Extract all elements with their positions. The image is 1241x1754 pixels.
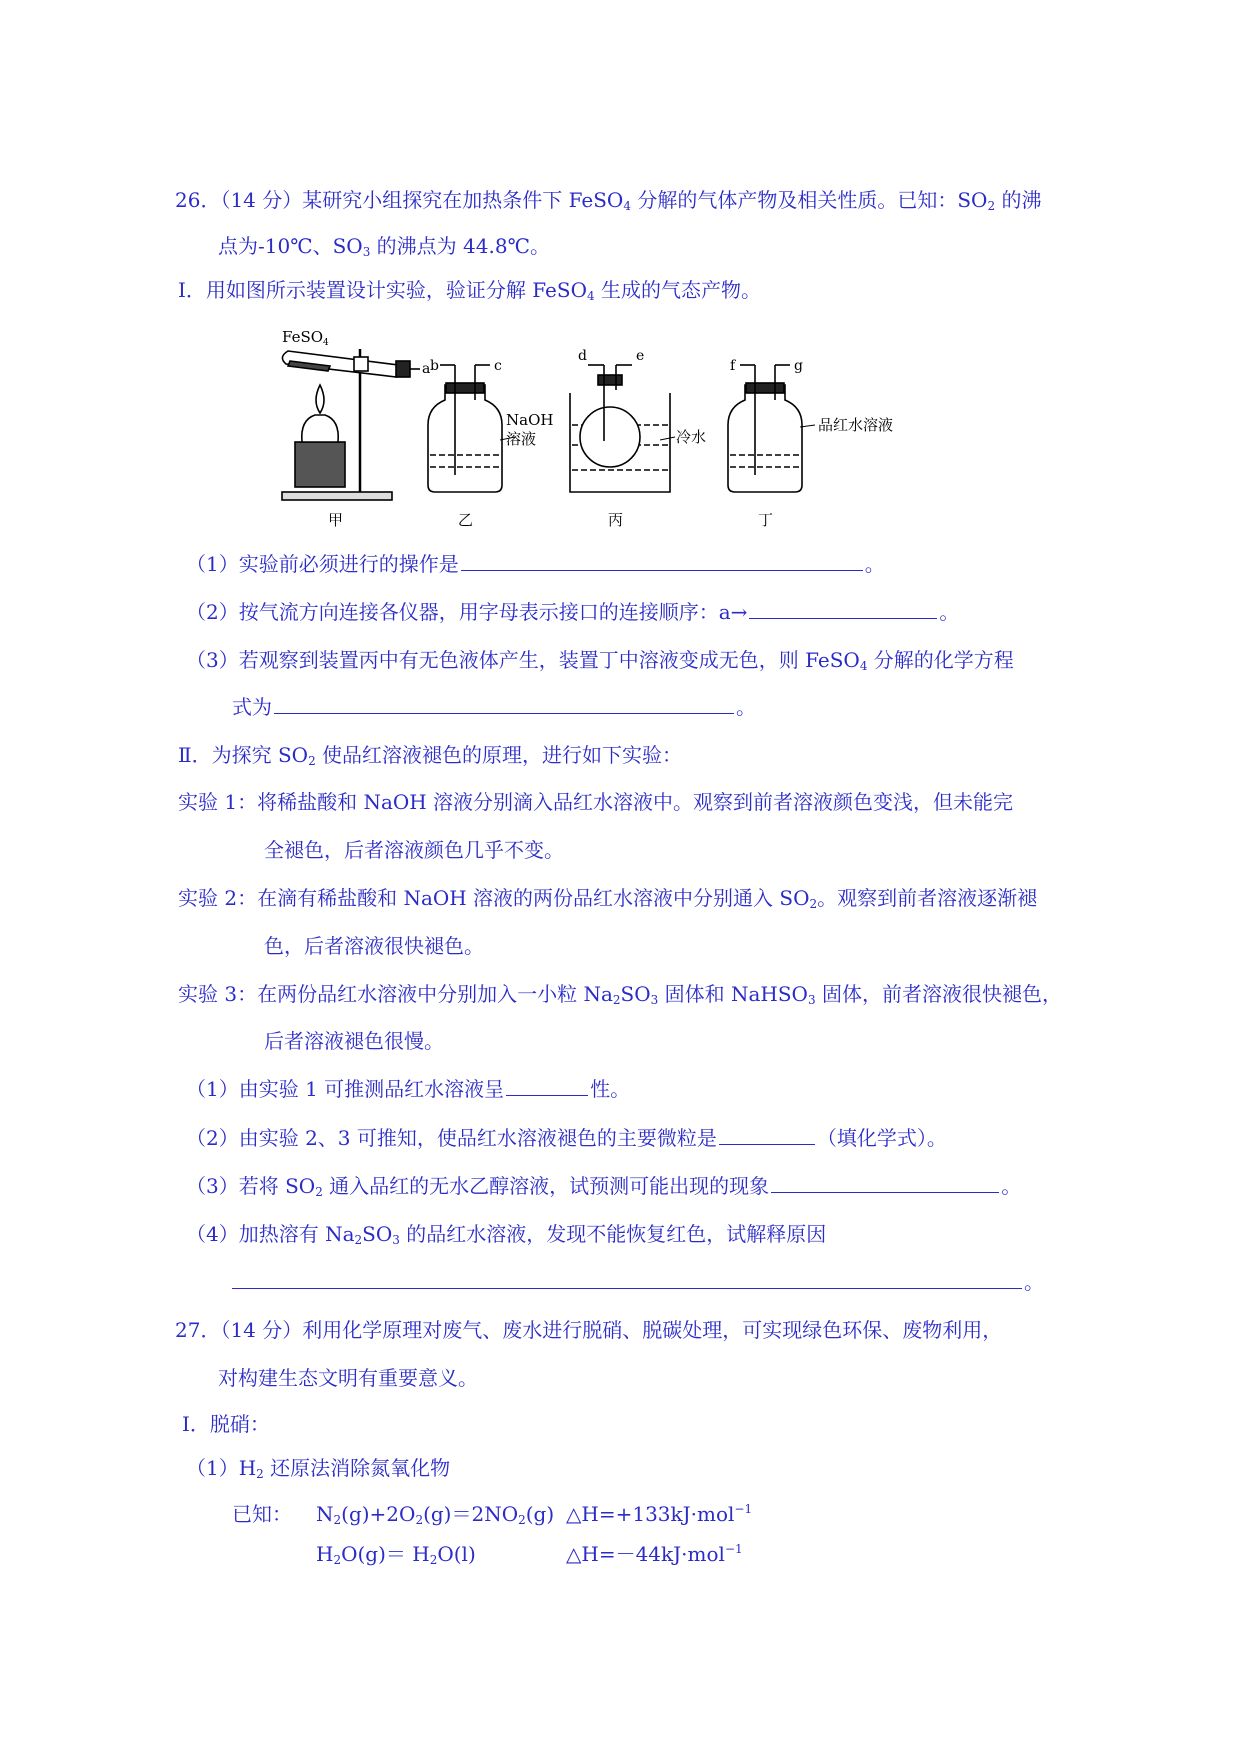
exp1-line1: 实验 1：将稀盐酸和 NaOH 溶液分别滴入品红水溶液中。观察到前者溶液颜色变浅，但未能完 [178, 790, 1014, 814]
p2-q3: （3）若将 $SO_2$ 通入品红的无水乙醇溶液，试预测可能出现的现象 。 [186, 1174, 1022, 1199]
flame [316, 385, 324, 413]
q26-q3-line1: （3）若观察到装置丙中有无色液体产生，装置丁中溶液变成无色，则 FeSO$_4$ 分解的化学方程 [186, 648, 1014, 673]
q27-equation-2: $H_2O(g)= H_2O(l)$ [316, 1542, 476, 1567]
q26-q2: （2）按气流方向连接各仪器，用字母表示接口的连接顺序：a→ 。 [186, 600, 960, 624]
exp3-line1: 实验 3：在两份品红水溶液中分别加入一小粒 $Na_2SO_3$ 固体和 NaHSO$_3$ 固体，前者溶液很快褪色， [178, 982, 1062, 1007]
port-a-label: a [422, 361, 431, 377]
port-d-label: d [578, 348, 587, 364]
stopper-a [396, 361, 410, 377]
port-e-label: e [636, 348, 645, 364]
q27-part1-heading: Ⅰ．脱硝： [182, 1412, 270, 1436]
naoh-label: NaOH [506, 411, 554, 429]
answer-blank-p2-3[interactable] [771, 1172, 999, 1193]
bottle-yi [428, 365, 502, 492]
answer-blank-p2-1[interactable] [506, 1075, 588, 1096]
exp3-line2: 后者溶液褪色很慢。 [264, 1029, 444, 1053]
q27-dh-1: △H=+133kJ·mol$^{-1}$ [566, 1502, 753, 1526]
alcohol-lamp [302, 415, 338, 442]
caption-jia: 甲 [328, 511, 344, 529]
q26-part2-heading: Ⅱ．为探究 $SO_2$ 使品红溶液褪色的原理，进行如下实验： [178, 743, 683, 768]
port-f-label: f [730, 358, 736, 374]
answer-blank-q26-2[interactable] [749, 598, 937, 619]
q26-q3-line2: 式为 。 [232, 695, 756, 719]
q27-line1: 27．（14 分）利用化学原理对废气、废水进行脱硝、脱碳处理，可实现绿色环保、废物利用， [175, 1318, 1003, 1342]
cold-water-label: 冷水 [676, 428, 707, 446]
p2-q1: （1）由实验 1 可推测品红水溶液呈 性。 [186, 1077, 631, 1101]
solution-label: 溶液 [506, 430, 537, 448]
port-b-label: b [430, 358, 439, 374]
answer-blank-p2-4[interactable] [232, 1268, 1022, 1289]
q27-q1: $(1)H_2$ 还原法消除氮氧化物 [186, 1456, 451, 1481]
port-g-label: g [794, 358, 803, 374]
q27-equation-1: $N_2(g)+2O_2(g)=2NO_2(g)$ [316, 1502, 555, 1527]
apparatus-figure [270, 328, 970, 535]
answer-blank-q26-1[interactable] [461, 550, 863, 571]
q26-part1-heading: Ⅰ．用如图所示装置设计实验，验证分解 FeSO$_4$ 生成的气态产物。 [178, 278, 761, 303]
q26-q1: （1）实验前必须进行的操作是 。 [186, 552, 885, 576]
pinhong-solution-label: 品红水溶液 [818, 416, 894, 434]
answer-blank-q26-3[interactable] [274, 693, 734, 714]
caption-yi: 乙 [458, 511, 474, 529]
exp2-line2: 色，后者溶液很快褪色。 [264, 934, 484, 958]
p2-q4: （4）加热溶有 $Na_2SO_3$ 的品红水溶液，发现不能恢复红色，试解释原因 [186, 1222, 827, 1247]
stand-base [282, 492, 392, 500]
heating-block [295, 442, 345, 487]
q27-known-label: 已知： [232, 1502, 292, 1526]
q26-line2: 点为-10℃、$SO_3$ 的沸点为 44.8℃。 [218, 234, 550, 259]
answer-blank-p2-2[interactable] [719, 1124, 815, 1145]
clamp [354, 357, 368, 371]
feso4-label: FeSO$_4$ [282, 328, 329, 348]
q27-line2: 对构建生态文明有重要意义。 [218, 1366, 478, 1390]
q26-line1: 26．（14 分）某研究小组探究在加热条件下 FeSO$_4$ 分解的气体产物及相关性质。已知：$SO_2$ 的沸 [175, 188, 1042, 213]
port-c-label: c [494, 358, 502, 374]
caption-ding: 丁 [758, 511, 774, 529]
beaker-bing [570, 365, 670, 492]
caption-bing: 丙 [608, 511, 624, 529]
exp1-line2: 全褪色，后者溶液颜色几乎不变。 [264, 838, 564, 862]
p2-q4-answer-line: 。 [230, 1268, 1044, 1296]
exp2-line1: 实验 2：在滴有稀盐酸和 NaOH 溶液的两份品红水溶液中分别通入 $SO_2$。观察到前者溶液逐渐褪 [178, 886, 1038, 911]
p2-q2: （2）由实验 2、3 可推知，使品红水溶液褪色的主要微粒是 （填化学式）。 [186, 1126, 947, 1150]
q27-dh-2: △H=－44kJ·mol$^{-1}$ [566, 1542, 743, 1566]
bottle-ding [728, 365, 802, 492]
